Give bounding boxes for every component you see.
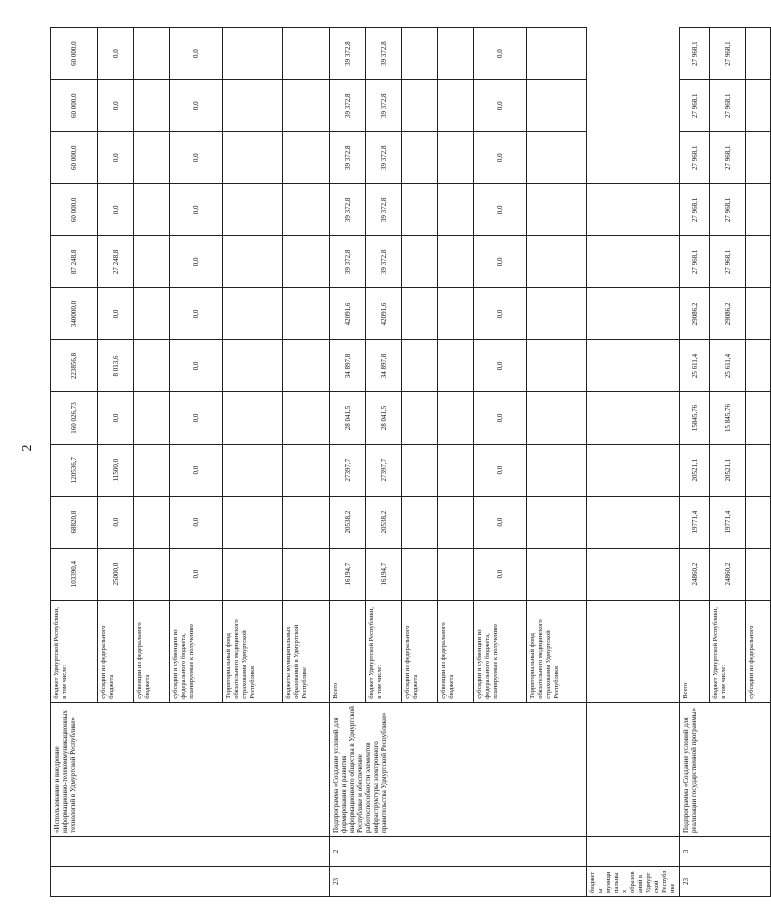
amount-cell	[283, 80, 330, 132]
funding-source-cell: бюджет Удмуртской Республики, в том числе:	[366, 600, 402, 702]
amount-cell	[283, 444, 330, 496]
amount-cell: 0,0	[98, 132, 134, 184]
amount-cell	[587, 548, 680, 600]
amount-cell: 0,0	[474, 28, 527, 80]
amount-cell	[438, 340, 474, 392]
amount-cell: 27 968,1	[710, 80, 746, 132]
amount-cell	[438, 184, 474, 236]
amount-cell: 87 248,8	[51, 236, 98, 288]
row-number-cell	[51, 866, 330, 896]
amount-cell: 0,0	[98, 496, 134, 548]
amount-cell: 60 000,0	[51, 132, 98, 184]
amount-cell	[223, 184, 283, 236]
amount-cell: 0,0	[170, 236, 223, 288]
amount-cell	[527, 132, 587, 184]
amount-cell	[527, 444, 587, 496]
amount-cell	[223, 80, 283, 132]
amount-cell	[527, 184, 587, 236]
amount-cell	[527, 288, 587, 340]
amount-cell: 0,0	[170, 28, 223, 80]
amount-cell	[746, 80, 771, 132]
amount-cell: 0,0	[474, 80, 527, 132]
amount-cell: 15845,76	[680, 392, 710, 444]
amount-cell	[283, 28, 330, 80]
amount-cell	[746, 548, 771, 600]
amount-cell	[223, 132, 283, 184]
amount-cell: 0,0	[170, 184, 223, 236]
amount-cell	[746, 236, 771, 288]
amount-cell: 0,0	[170, 444, 223, 496]
amount-cell: 8 013,6	[98, 340, 134, 392]
page-number: 2	[20, 444, 35, 452]
program-name-cell: Подпрограмма «Создание условий для формирования и развития информационного общества в Удмуртской Республике и обеспечение работоспособности элементов инфраструктуры электронного правительства Удмуртской Республики»	[330, 702, 587, 836]
amount-cell	[587, 836, 680, 866]
amount-cell: 27 968,1	[710, 236, 746, 288]
funding-source-cell: Территориальный фонд обязательного медицинского страхования Удмуртской Республики	[527, 600, 587, 702]
amount-cell	[223, 28, 283, 80]
amount-cell	[746, 132, 771, 184]
amount-cell	[402, 392, 438, 444]
amount-cell: 60 000,0	[51, 80, 98, 132]
amount-cell	[587, 288, 680, 340]
amount-cell	[587, 444, 680, 496]
funding-source-cell: субсидии из федерального	[746, 600, 771, 702]
amount-cell: 0,0	[170, 132, 223, 184]
amount-cell	[223, 444, 283, 496]
amount-cell: 20538,2	[330, 496, 366, 548]
amount-cell	[438, 132, 474, 184]
amount-cell	[527, 28, 587, 80]
amount-cell: 0,0	[474, 548, 527, 600]
amount-cell: 0,0	[98, 28, 134, 80]
amount-cell: 20521,1	[680, 444, 710, 496]
amount-cell: 24860,2	[710, 548, 746, 600]
amount-cell	[402, 496, 438, 548]
amount-cell	[283, 132, 330, 184]
amount-cell: 0,0	[170, 496, 223, 548]
amount-cell	[283, 236, 330, 288]
amount-cell	[402, 444, 438, 496]
amount-cell: 39 372,8	[330, 236, 366, 288]
amount-cell: 27 968,1	[710, 28, 746, 80]
amount-cell: 39 372,8	[366, 132, 402, 184]
amount-cell	[746, 288, 771, 340]
funding-source-cell: субсидии из федерального бюджета	[402, 600, 438, 702]
amount-cell: 0,0	[170, 340, 223, 392]
amount-cell	[438, 496, 474, 548]
amount-cell: 27 968,1	[680, 236, 710, 288]
amount-cell	[223, 340, 283, 392]
amount-cell: 29086,2	[710, 288, 746, 340]
amount-cell: 39 372,8	[366, 80, 402, 132]
amount-cell	[402, 28, 438, 80]
amount-cell: 0,0	[170, 548, 223, 600]
amount-cell	[527, 392, 587, 444]
amount-cell	[134, 288, 170, 340]
funding-source-cell: Территориальный фонд обязательного медицинского страхования Удмуртской Республики	[223, 600, 283, 702]
funding-source-cell: бюджет Удмуртской Республики, в том числе:	[710, 600, 746, 702]
amount-cell: 0,0	[474, 392, 527, 444]
amount-cell: 27 968,1	[680, 132, 710, 184]
table-row	[330, 28, 366, 897]
amount-cell	[746, 496, 771, 548]
amount-cell: 16194,7	[366, 548, 402, 600]
amount-cell	[134, 236, 170, 288]
amount-cell	[527, 80, 587, 132]
table-row	[51, 28, 98, 897]
amount-cell	[527, 340, 587, 392]
amount-cell	[587, 236, 680, 288]
funding-source-cell: бюджеты муниципальных образований в Удмуртской Республике	[587, 866, 680, 896]
row-number-cell: 23	[680, 866, 771, 896]
amount-cell	[134, 184, 170, 236]
amount-cell	[134, 28, 170, 80]
amount-cell: 0,0	[474, 288, 527, 340]
amount-cell	[438, 28, 474, 80]
amount-cell	[746, 28, 771, 80]
amount-cell: 20538,2	[366, 496, 402, 548]
amount-cell	[223, 548, 283, 600]
amount-cell: 0,0	[98, 392, 134, 444]
amount-cell	[134, 340, 170, 392]
amount-cell	[223, 288, 283, 340]
amount-cell: 0,0	[474, 340, 527, 392]
amount-cell	[527, 496, 587, 548]
amount-cell	[223, 496, 283, 548]
amount-cell: 68820,8	[51, 496, 98, 548]
amount-cell: 0,0	[170, 392, 223, 444]
amount-cell: 27 248,8	[98, 236, 134, 288]
amount-cell: 60 000,0	[51, 28, 98, 80]
funding-source-cell: субвенции из федерального бюджета	[134, 600, 170, 702]
amount-cell: 39 372,8	[366, 28, 402, 80]
amount-cell: 0,0	[474, 496, 527, 548]
amount-cell	[283, 548, 330, 600]
amount-cell: 0,0	[170, 80, 223, 132]
amount-cell	[587, 184, 680, 236]
amount-cell: 11500,0	[98, 444, 134, 496]
funding-source-cell: Всего	[680, 600, 710, 702]
amount-cell: 34 897,8	[366, 340, 402, 392]
amount-cell	[587, 600, 680, 702]
amount-cell	[134, 132, 170, 184]
amount-cell	[746, 392, 771, 444]
amount-cell: 39 372,8	[330, 184, 366, 236]
row-number-cell: 23	[330, 866, 587, 896]
amount-cell: 25 611,4	[680, 340, 710, 392]
amount-cell	[438, 80, 474, 132]
amount-cell: 27397,7	[330, 444, 366, 496]
amount-cell: 27 968,1	[710, 184, 746, 236]
amount-cell: 27 968,1	[680, 80, 710, 132]
amount-cell	[587, 392, 680, 444]
amount-cell: 27 968,1	[680, 28, 710, 80]
amount-cell	[402, 340, 438, 392]
amount-cell	[587, 702, 680, 836]
amount-cell	[283, 288, 330, 340]
amount-cell: 0,0	[474, 132, 527, 184]
amount-cell: 103390,4	[51, 548, 98, 600]
program-name-cell: «Использование и внедрение информационно-телекоммуникационных технологий в Удмуртской Республике»	[51, 702, 330, 836]
amount-cell: 20521,1	[710, 444, 746, 496]
amount-cell	[223, 236, 283, 288]
amount-cell: 27 968,1	[680, 184, 710, 236]
amount-cell	[134, 392, 170, 444]
funding-source-cell: субсидии и субвенции из федерального бюджета, планируемые к получению	[474, 600, 527, 702]
amount-cell: 28 041,5	[330, 392, 366, 444]
table-row	[587, 28, 680, 897]
amount-cell: 120536,7	[51, 444, 98, 496]
amount-cell	[283, 392, 330, 444]
amount-cell: 39 372,8	[366, 184, 402, 236]
amount-cell	[402, 132, 438, 184]
amount-cell	[134, 444, 170, 496]
funding-source-cell: субсидии и субвенции из федерального бюджета, планируемые к получению	[170, 600, 223, 702]
budget-table	[50, 27, 771, 897]
funding-source-cell: Всего	[330, 600, 366, 702]
amount-cell	[438, 444, 474, 496]
amount-cell: 0,0	[474, 444, 527, 496]
amount-cell: 0,0	[98, 288, 134, 340]
amount-cell	[283, 340, 330, 392]
amount-cell	[402, 236, 438, 288]
amount-cell	[223, 392, 283, 444]
amount-cell: 39 372,8	[366, 236, 402, 288]
amount-cell: 39 372,8	[330, 132, 366, 184]
amount-cell	[134, 496, 170, 548]
amount-cell	[746, 184, 771, 236]
subprogram-number-cell	[51, 836, 330, 866]
amount-cell	[527, 548, 587, 600]
amount-cell: 223856,8	[51, 340, 98, 392]
amount-cell: 25000,0	[98, 548, 134, 600]
amount-cell	[438, 236, 474, 288]
amount-cell	[527, 236, 587, 288]
funding-source-cell: бюджеты муниципальных образований в Удмуртской Республике	[283, 600, 330, 702]
amount-cell	[134, 80, 170, 132]
amount-cell	[438, 548, 474, 600]
amount-cell	[438, 288, 474, 340]
amount-cell	[402, 184, 438, 236]
amount-cell	[587, 496, 680, 548]
amount-cell: 340000,0	[51, 288, 98, 340]
amount-cell: 15 845,76	[710, 392, 746, 444]
amount-cell: 60 000,0	[51, 184, 98, 236]
amount-cell	[402, 288, 438, 340]
amount-cell: 0,0	[98, 80, 134, 132]
amount-cell: 25 611,4	[710, 340, 746, 392]
amount-cell: 34 897,8	[330, 340, 366, 392]
subprogram-number-cell: 3	[680, 836, 771, 866]
amount-cell	[134, 548, 170, 600]
amount-cell	[746, 444, 771, 496]
table-row	[680, 28, 710, 897]
funding-source-cell: субвенции из федерального бюджета	[438, 600, 474, 702]
amount-cell: 29086,2	[680, 288, 710, 340]
amount-cell	[438, 392, 474, 444]
subprogram-number-cell: 2	[330, 836, 587, 866]
amount-cell: 39 372,8	[330, 28, 366, 80]
amount-cell: 0,0	[98, 184, 134, 236]
amount-cell: 16194,7	[330, 548, 366, 600]
amount-cell: 0,0	[474, 184, 527, 236]
amount-cell	[283, 496, 330, 548]
amount-cell: 28 041,5	[366, 392, 402, 444]
amount-cell: 39 372,8	[330, 80, 366, 132]
funding-source-cell: субсидии из федерального бюджета	[98, 600, 134, 702]
amount-cell: 0,0	[170, 288, 223, 340]
amount-cell: 19771,4	[710, 496, 746, 548]
amount-cell	[402, 80, 438, 132]
program-name-cell: Подпрограмма «Создание условий для реализации государственной программы»	[680, 702, 771, 836]
amount-cell	[746, 340, 771, 392]
amount-cell: 0,0	[474, 236, 527, 288]
amount-cell: 42091,6	[330, 288, 366, 340]
amount-cell	[283, 184, 330, 236]
amount-cell: 27397,7	[366, 444, 402, 496]
amount-cell	[402, 548, 438, 600]
amount-cell: 42091,6	[366, 288, 402, 340]
amount-cell: 19771,4	[680, 496, 710, 548]
budget-table-sheet	[50, 27, 755, 897]
funding-source-cell: бюджет Удмуртской Республики, в том числе:	[51, 600, 98, 702]
amount-cell	[587, 340, 680, 392]
amount-cell: 24860,2	[680, 548, 710, 600]
amount-cell: 160 026,73	[51, 392, 98, 444]
amount-cell: 27 968,1	[710, 132, 746, 184]
